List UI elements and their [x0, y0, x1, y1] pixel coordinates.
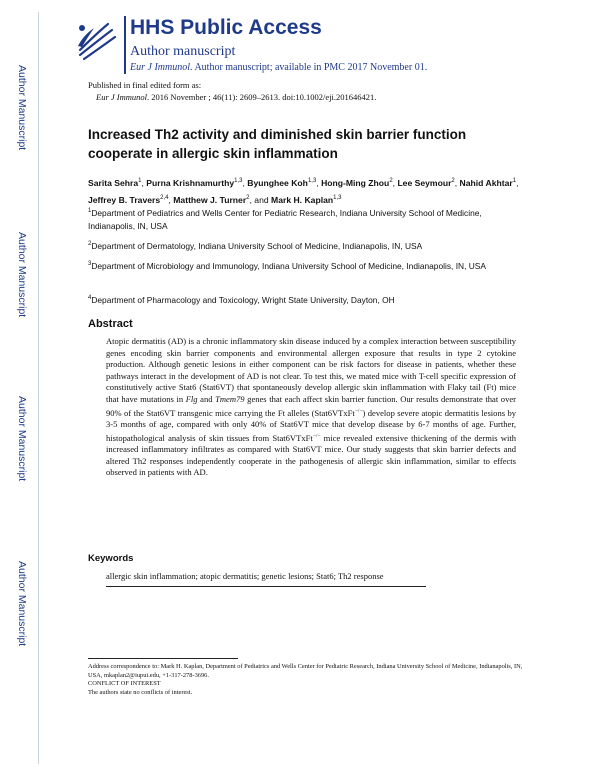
author-separator: ,: [141, 177, 147, 188]
author: [247, 178, 321, 188]
genotype-superscript: −/−: [354, 407, 363, 414]
author: [460, 178, 519, 188]
affiliation: [88, 205, 528, 233]
affiliation: [88, 238, 528, 253]
author-separator: ,: [516, 177, 519, 188]
author-separator: ,: [242, 177, 248, 188]
author-manuscript-side-label-3: Author Manuscript: [16, 396, 28, 482]
article-title: Increased Th2 activity and diminished skin barrier function cooperate in allergic skin inflammation: [88, 127, 467, 161]
footnotes: [88, 663, 528, 697]
genotype-superscript: −/−: [312, 432, 321, 439]
published-citation: [88, 91, 376, 103]
affiliation: [88, 292, 528, 307]
author-affiliation-mark: 1: [512, 178, 517, 184]
hhs-header: [72, 14, 572, 76]
abstract-text: ) develop severe atopic dermatitis lesions by 3-5 months of age, compared with only 40% of Stat6VT mice that develop disease by 6-7 months of age. Further, histopathological analysis of skin tissues from Stat6VTxFt: [106, 407, 516, 443]
abstract-paragraph: [106, 336, 516, 479]
published-journal: Eur J Immunol: [96, 92, 147, 102]
author-affiliation-mark: 1,3: [333, 194, 342, 201]
affiliation-mark: 1: [88, 208, 92, 214]
footnote-rule: [88, 658, 238, 659]
availability-text: . Author manuscript; available in PMC 2017 November 01.: [190, 62, 428, 73]
affiliation-mark: 2: [88, 241, 92, 247]
author-list: [88, 174, 528, 208]
conflict-heading: CONFLICT OF INTEREST: [88, 680, 161, 688]
author-manuscript-side-label-4: Author Manuscript: [16, 561, 28, 647]
conflict-statement: The authors state no conflicts of interest.: [88, 688, 193, 696]
author: [88, 178, 146, 188]
author-manuscript-subtitle: Author manuscript: [130, 44, 236, 59]
published-info: [88, 79, 376, 103]
author-manuscript-side-label-1: Author Manuscript: [16, 65, 28, 151]
author-separator: ,: [454, 177, 460, 188]
author-name: Lee Seymour: [397, 177, 452, 188]
affiliation-mark: 4: [88, 295, 92, 301]
affiliation-text: Department of Pediatrics and Wells Center for Pediatric Research, Indiana University School of Medicine, Indianapolis, IN, USA: [88, 207, 482, 231]
gene-name: Tmem79: [215, 393, 245, 404]
affiliation-mark: 3: [88, 261, 92, 267]
author: [271, 195, 341, 205]
author-separator: ,: [168, 194, 174, 205]
affiliation-text: Department of Pharmacology and Toxicology, Wright State University, Dayton, OH: [91, 294, 395, 305]
author: [88, 195, 173, 205]
published-label: Published in final edited form as:: [88, 80, 202, 90]
keywords-heading: Keywords: [88, 553, 134, 564]
affiliation: [88, 258, 528, 273]
author: [173, 195, 271, 205]
author-name: Hong-Ming Zhou: [321, 177, 390, 188]
hhs-title: HHS Public Access: [130, 16, 322, 39]
author-affiliation-mark: 1: [138, 178, 142, 184]
abstract-text: Atopic dermatitis (AD) is a chronic inflammatory skin disease induced by a complex interaction between susceptibility genes encoding skin barrier components and environmental allergen exposure that results in type 2 cytokine production. Although genetic lesions in either component can be risk factors for disease in patients, whether these pathways interact in the development of AD is not clear. To test this, we mated mice with T-cell specific expression of constitutively active Stat6 (Stat6VT) that spontaneously develop allergic skin inflammation with Flaky tail (Ft) mice that have mutations in: [106, 336, 516, 404]
author-name: Nahid Akhtar: [459, 177, 513, 188]
author-separator: ,: [316, 177, 322, 188]
author-manuscript-side-label-2: Author Manuscript: [16, 232, 28, 318]
author-affiliation-mark: 2: [389, 178, 393, 184]
keywords-rule: [106, 586, 426, 587]
author: [321, 178, 397, 188]
header-rule: [124, 16, 126, 74]
abstract-text: genes that each affect skin barrier function. Our results demonstrate that over 90% of the Stat6VT transgenic mice carrying the Ft alleles (Stat6VTxFt: [106, 393, 516, 418]
author: [397, 178, 459, 188]
author: [146, 178, 247, 188]
abstract-heading: Abstract: [88, 318, 133, 330]
abstract-body: [106, 336, 516, 479]
abstract-text: mice revealed extensive thickening of the dermis with increased inflammatory infiltrates as compared with Stat6VT mice. Our study suggests that skin barrier defects and altered Th2 responses independently cooperate in the pathogenesis of allergic skin inflammation, similar to effects observed in patients with AD.: [106, 432, 516, 478]
author-name: Mark H. Kaplan: [271, 194, 334, 205]
author-name: Purna Krishnamurthy: [146, 177, 235, 188]
margin-divider: [38, 12, 39, 764]
abstract-text: and: [197, 393, 216, 404]
journal-availability: [130, 62, 427, 73]
gene-name: Flg: [185, 393, 198, 404]
correspondence-note: Address correspondence to: Mark H. Kaplan, Department of Pediatrics and Wells Center for Pediatric Research, Indiana University School of Medicine, Indianapolis, IN, USA, mkaplan2@iupui.edu, +1-317-278-3696.: [88, 663, 523, 679]
affiliation-text: Department of Microbiology and Immunology, Indiana University School of Medicine, Indianapolis, IN, USA: [91, 260, 486, 271]
author-affiliation-mark: 2: [451, 178, 455, 184]
author-name: Byunghee Koh: [247, 177, 308, 188]
author-affiliation-mark: 2: [246, 194, 250, 201]
author-name: Jeffrey B. Travers: [88, 194, 161, 205]
author-affiliation-mark: 1,3: [307, 178, 317, 184]
keywords-list: allergic skin inflammation; atopic dermatitis; genetic lesions; Stat6; Th2 response: [106, 571, 384, 581]
published-citation-text: . 2016 November ; 46(11): 2609–2613. doi:10.1002/eji.201646421.: [147, 92, 377, 102]
author-affiliation-mark: 2,4: [160, 194, 169, 201]
author-name: Matthew J. Turner: [173, 194, 247, 205]
author-name: Sarita Sehra: [88, 177, 139, 188]
author-affiliation-mark: 1,3: [234, 178, 243, 184]
hhs-eagle-logo-icon: [72, 16, 118, 62]
author-separator: ,: [392, 177, 398, 188]
journal-name: Eur J Immunol: [130, 62, 190, 73]
author-separator: , and: [249, 194, 272, 205]
affiliation-text: Department of Dermatology, Indiana University School of Medicine, Indianapolis, IN, USA: [91, 240, 423, 251]
